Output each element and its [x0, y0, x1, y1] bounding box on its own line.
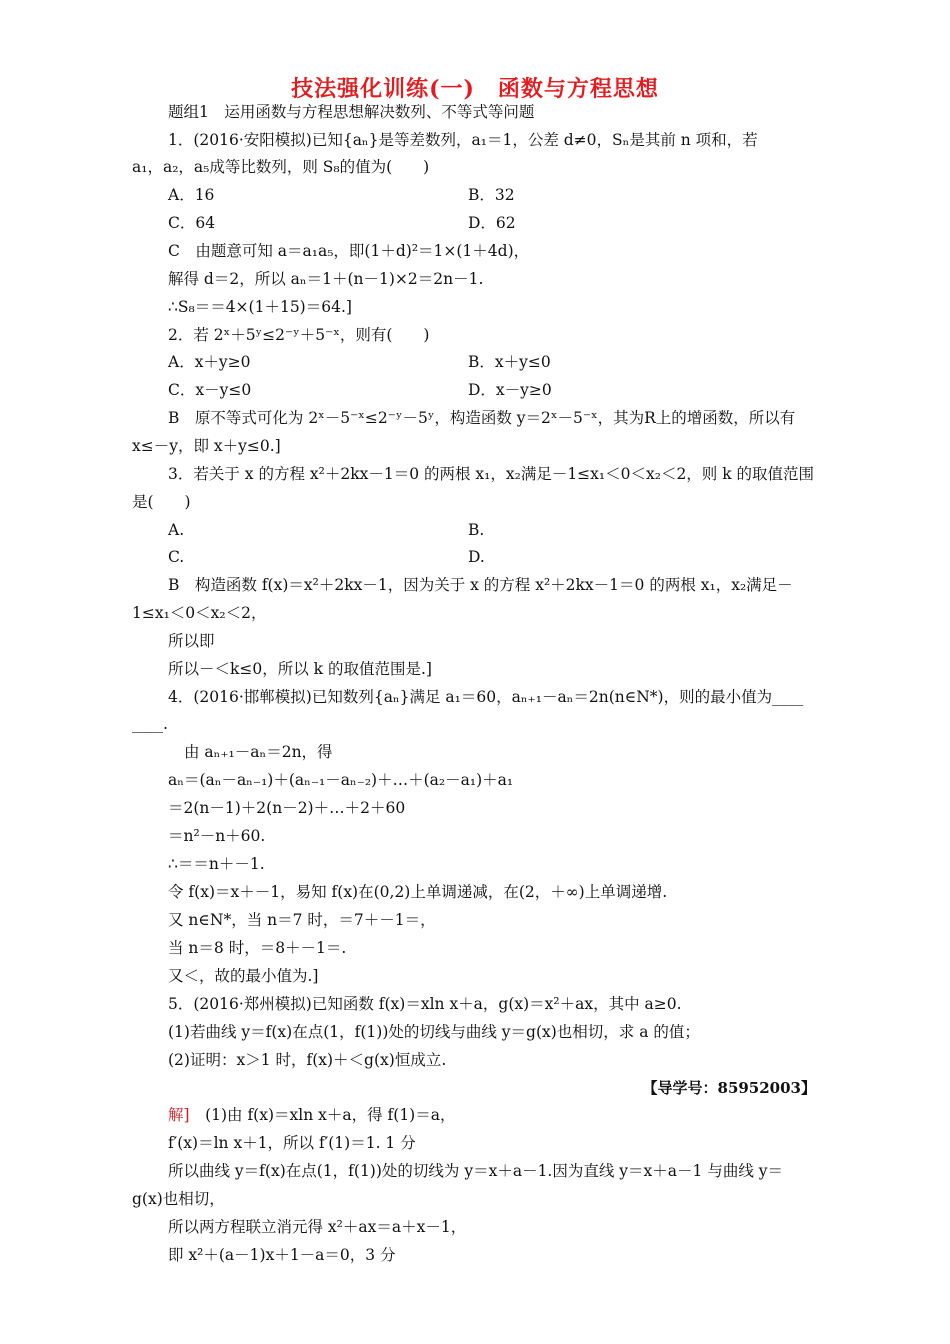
q3-answer-line2: 1≤x₁＜0＜x₂＜2， — [132, 604, 267, 622]
q1-option-d: D．62 — [468, 214, 516, 232]
q5-solution-line5: 所以两方程联立消元得 x²＋ax＝a＋x－1， — [168, 1218, 467, 1236]
q4-solution-line2: aₙ＝(aₙ－aₙ₋₁)＋(aₙ₋₁－aₙ₋₂)＋…＋(a₂－a₁)＋a₁ — [168, 771, 514, 789]
q3-answer-line1: B 构造函数 f(x)＝x²＋2kx－1，因为关于 x 的方程 x²＋2kx－1＝0 的两根 x₁，x₂满足－ — [168, 576, 793, 594]
q5-part1: (1)若曲线 y＝f(x)在点(1，f(1))处的切线与曲线 y＝g(x)也相切，求 a 的值； — [168, 1023, 700, 1041]
q3-stem-line1: 3．若关于 x 的方程 x²＋2kx－1＝0 的两根 x₁，x₂满足－1≤x₁＜0＜x₂＜2，则 k 的取值范围 — [168, 465, 815, 483]
q3-answer-line4: 所以－＜k≤0，所以 k 的取值范围是.] — [168, 660, 432, 678]
q5-part2: (2)证明：x＞1 时，f(x)＋＜g(x)恒成立. — [168, 1051, 447, 1069]
q4-solution-line9: 又＜，故的最小值为.] — [168, 967, 319, 985]
q2-option-b: B．x＋y≤0 — [468, 353, 551, 371]
solution-label: 解] — [168, 1106, 190, 1124]
q5-solution-line6: 即 x²＋(a－1)x＋1－a＝0，3 分 — [168, 1246, 396, 1264]
q1-stem-line1: 1．(2016·安阳模拟)已知{aₙ}是等差数列，a₁＝1，公差 d≠0，Sₙ是其前 n 项和，若 — [168, 131, 758, 149]
q2-stem: 2．若 2ˣ＋5ʸ≤2⁻ʸ＋5⁻ˣ，则有( ) — [168, 326, 430, 344]
q3-stem-line2: 是( ) — [132, 493, 191, 511]
q4-solution-line3: ＝2(n－1)＋2(n－2)＋…＋2＋60 — [168, 799, 406, 817]
q2-answer-line1: B 原不等式可化为 2ˣ－5⁻ˣ≤2⁻ʸ－5ʸ，构造函数 y＝2ˣ－5⁻ˣ，其为R上的增函数，所以有 — [168, 409, 796, 427]
q4-solution-line4: ＝n²－n＋60. — [168, 827, 266, 845]
guide-ref-number: 【导学号：85952003】 — [642, 1079, 816, 1097]
q1-stem-line2: a₁，a₂，a₅成等比数列，则 S₈的值为( ) — [132, 158, 430, 176]
q4-stem-line1: 4．(2016·邯郸模拟)已知数列{aₙ}满足 a₁＝60，aₙ₊₁－aₙ＝2n(n∈N*)，则的最小值为____ — [168, 688, 804, 706]
q2-option-d: D．x－y≥0 — [468, 381, 552, 399]
q5-stem: 5．(2016·郑州模拟)已知函数 f(x)＝xln x＋a，g(x)＝x²＋ax，其中 a≥0. — [168, 995, 682, 1013]
q4-solution-line5: ∴＝＝n＋－1. — [168, 855, 265, 873]
q2-answer-line2: x≤－y，即 x＋y≤0.] — [132, 437, 281, 455]
q5-solution-line1 — [168, 1105, 455, 1125]
q1-option-a: A．16 — [168, 186, 215, 204]
q1-answer-line2: 解得 d＝2，所以 aₙ＝1＋(n－1)×2＝2n－1. — [168, 270, 484, 288]
q3-option-b: B. — [468, 521, 485, 539]
section-heading: 题组1 运用函数与方程思想解决数列、不等式等问题 — [168, 103, 535, 121]
q3-option-c: C. — [168, 548, 185, 566]
q3-option-a: A. — [168, 521, 185, 539]
q4-solution-line7: 又 n∈N*，当 n＝7 时，＝7＋－1＝， — [168, 911, 436, 929]
q4-solution-line1: 由 aₙ₊₁－aₙ＝2n，得 — [184, 743, 333, 761]
q5-solution-line2: f′(x)＝ln x＋1，所以 f′(1)＝1. 1 分 — [168, 1134, 416, 1152]
q3-answer-line3: 所以即 — [168, 632, 215, 650]
q4-solution-line8: 当 n＝8 时，＝8＋－1＝. — [168, 939, 347, 957]
q1-option-c: C．64 — [168, 214, 216, 232]
q1-answer-line3: ∴S₈＝＝4×(1＋15)＝64.] — [168, 298, 352, 316]
q2-option-a: A．x＋y≥0 — [168, 353, 251, 371]
page-title: 技法强化训练(一) 函数与方程思想 — [291, 76, 659, 102]
q5-solution-line3: 所以曲线 y＝f(x)在点(1，f(1))处的切线为 y＝x＋a－1.因为直线 y＝x＋a－1 与曲线 y＝ — [168, 1162, 783, 1180]
q5-solution-line1-text: (1)由 f(x)＝xln x＋a，得 f(1)＝a， — [189, 1106, 456, 1124]
q3-option-d: D. — [468, 548, 485, 566]
q2-option-c: C．x－y≤0 — [168, 381, 252, 399]
q4-solution-line6: 令 f(x)＝x＋－1，易知 f(x)在(0,2)上单调递减，在(2，＋∞)上单调递增. — [168, 883, 668, 901]
q1-answer-line1: C 由题意可知 a＝a₁a₅，即(1＋d)²＝1×(1＋4d)， — [168, 242, 530, 260]
q4-stem-line2: ____. — [132, 715, 168, 733]
q5-solution-line4: g(x)也相切， — [132, 1190, 225, 1208]
q1-option-b: B．32 — [468, 186, 515, 204]
